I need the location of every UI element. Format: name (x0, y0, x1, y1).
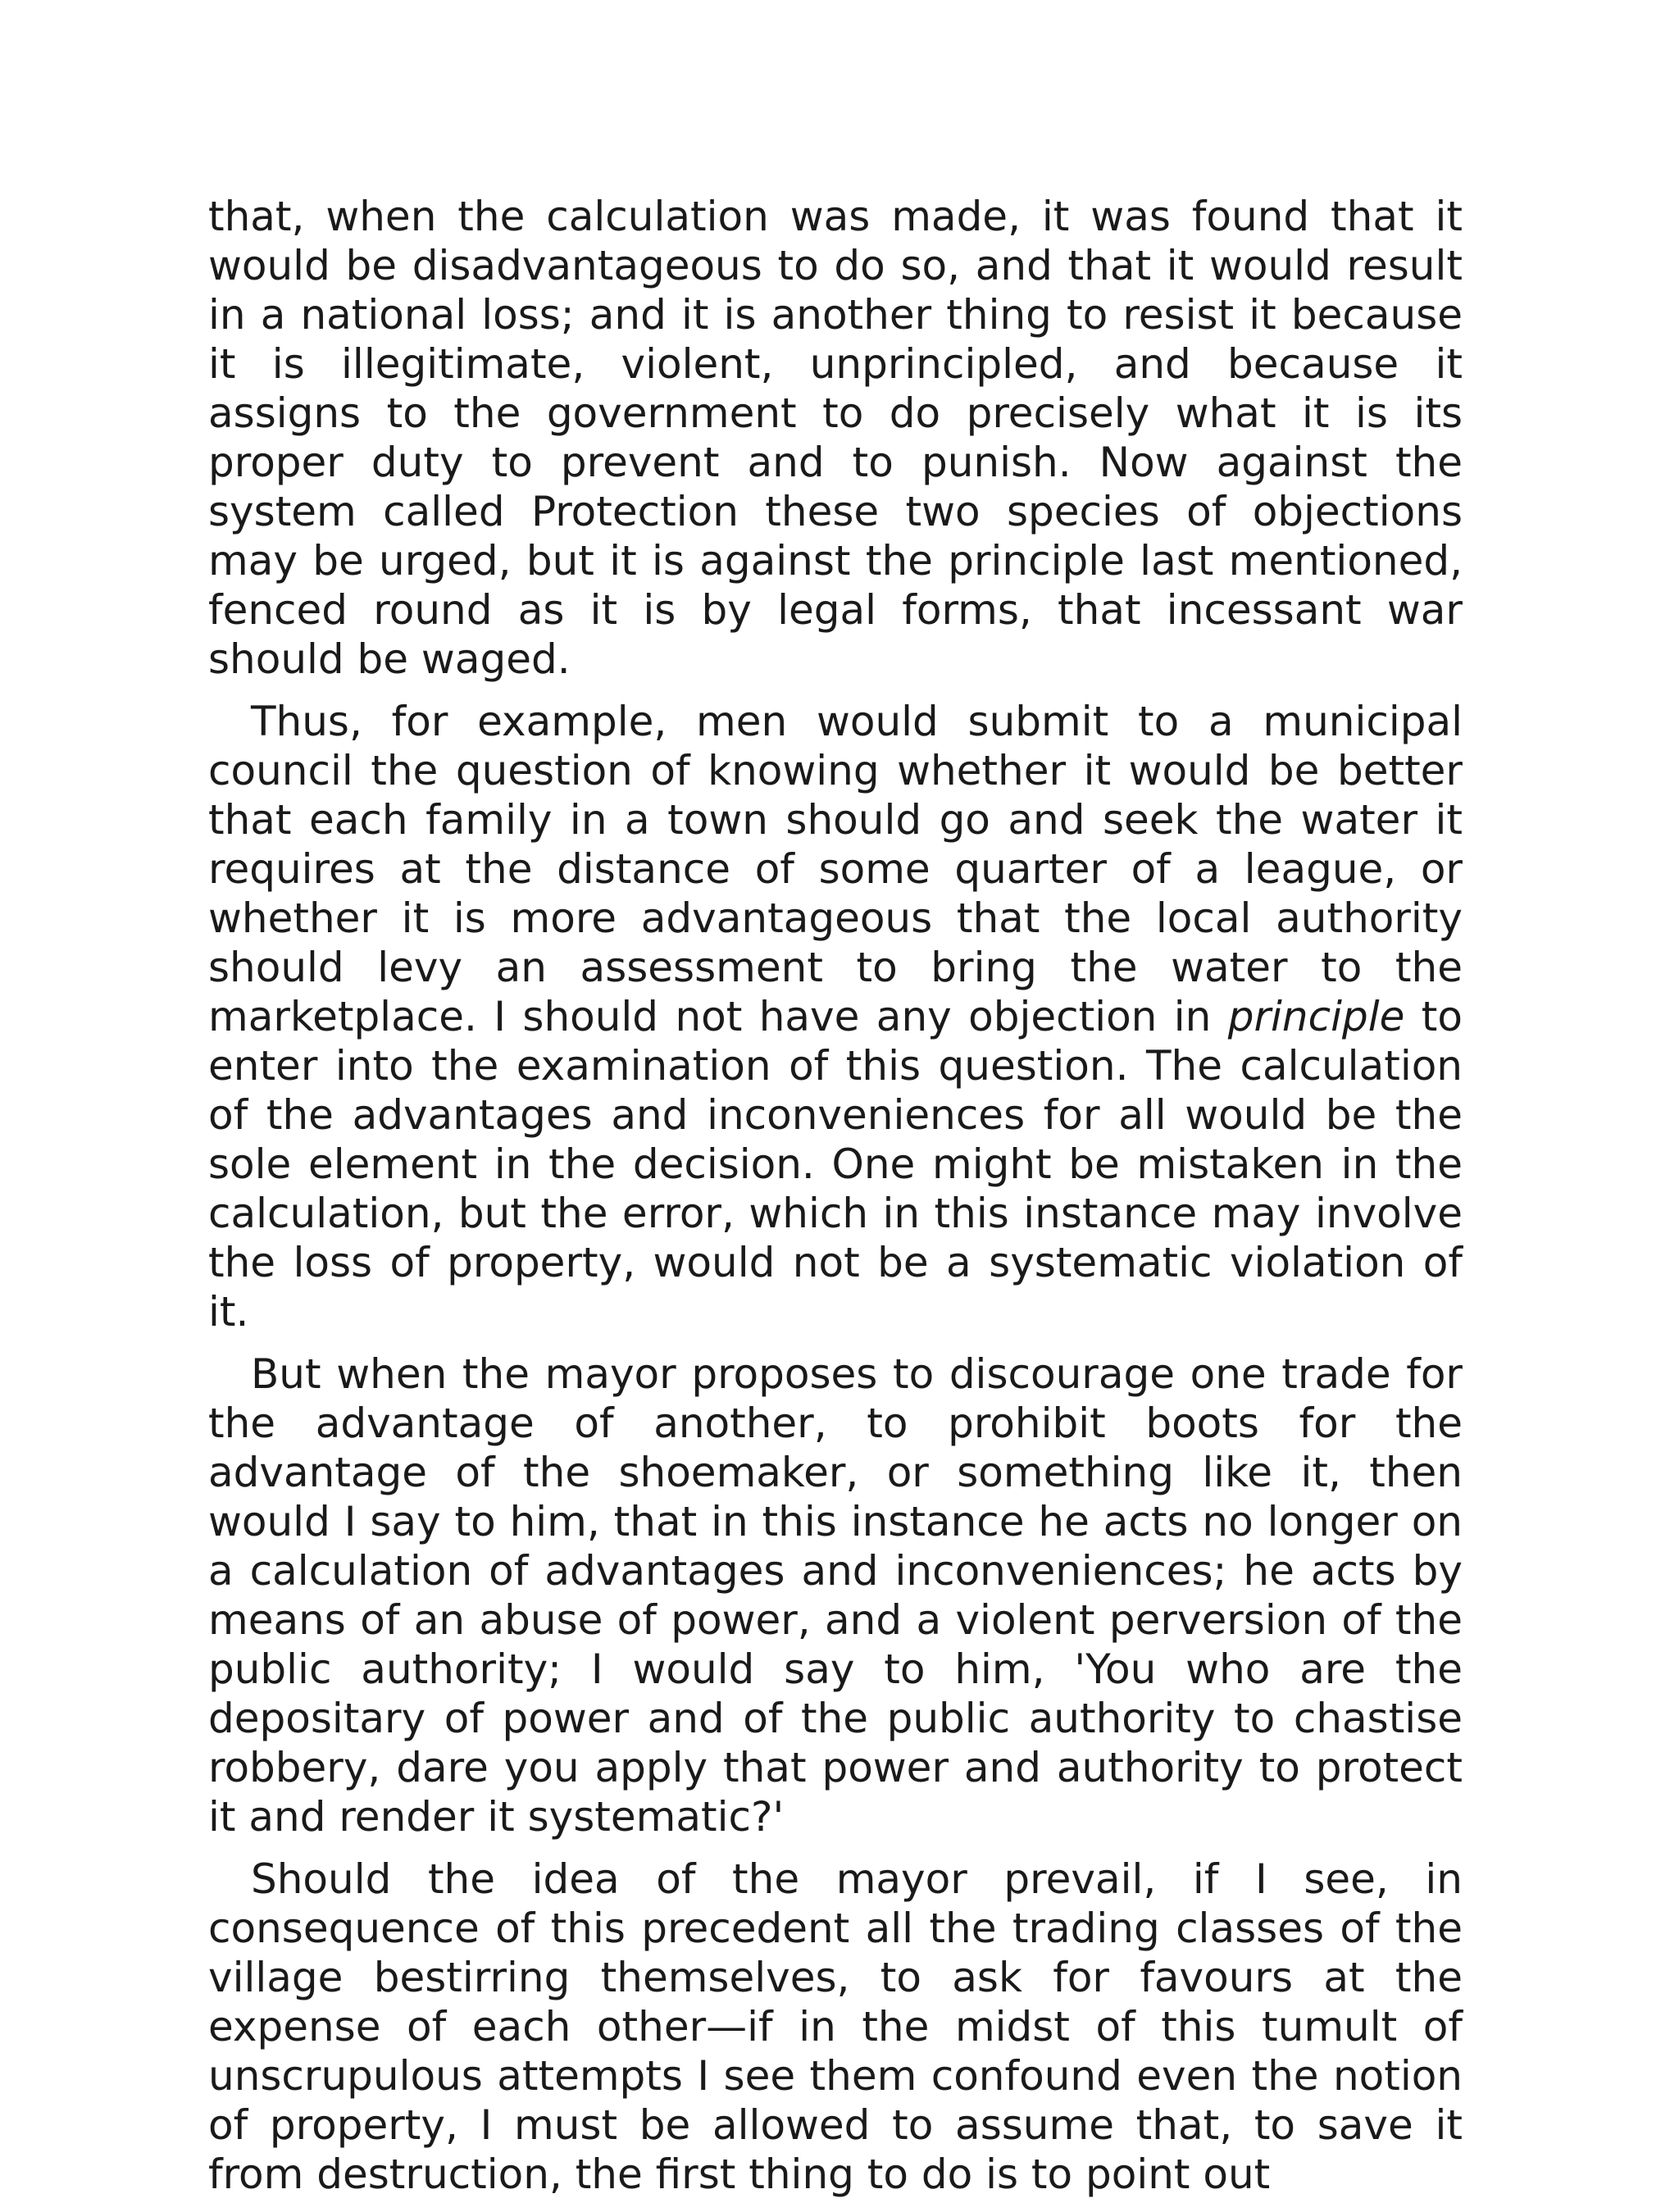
paragraph-text: to enter into the examination of this question. The calculation of the advantages and inconveniences for all would be the sole element in the decision. One might be mistaken in the calculation, but the error, which in this instance may involve the loss of property, would not be a systematic violation of it. (208, 993, 1463, 1336)
paragraph-text: But when the mayor proposes to discourage one trade for the advantage of another, to prohibit boots for the advantage of the shoemaker, or something like it, then would I say to him, that in this instance he acts no longer on a calculation of advantages and inconveniences; he acts by means of an abuse of power, and a violent perversion of the public authority; I would say to him, 'You who are the depositary of power and of the public authority to chastise robbery, dare you apply that power and authority to protect it and render it systematic?' (208, 1350, 1463, 1841)
paragraph-text: that, when the calculation was made, it was found that it would be disadvantageous to do so, and that it would result in a national loss; and it is another thing to resist it because it is illegitimate, violent, unprincipled, and because it assigns to the government to do precisely what it is its proper duty to prevent and to punish. Now against the system called Protection these two species of objections may be urged, but it is against the principle last mentioned, fenced round as it is by legal forms, that incessant war should be waged. (208, 193, 1463, 683)
italic-emphasis: principle (1227, 993, 1405, 1040)
paragraph-text: Should the idea of the mayor prevail, if I see, in consequence of this precedent all the trading classes of the village bestirring themselves, to ask for favours at the expense of each other—if in the midst of this tumult of unscrupulous attempts I see them confound even the notion of property, I must be allowed to assume that, to save it from destruction, the first thing to do is to point out (208, 1855, 1463, 2198)
paragraph-2 (208, 697, 1463, 1336)
paragraph-3 (208, 1350, 1463, 1841)
paragraph-text: Thus, for example, men would submit to a municipal council the question of knowing whether it would be better that each family in a town should go and seek the water it requires at the distance of some quarter of a league, or whether it is more advantageous that the local authority should levy an assessment to bring the water to the marketplace. I should not have any objection in (208, 698, 1463, 1040)
paragraph-1 (208, 192, 1463, 684)
document-page (208, 192, 1463, 2212)
paragraph-4 (208, 1855, 1463, 2199)
